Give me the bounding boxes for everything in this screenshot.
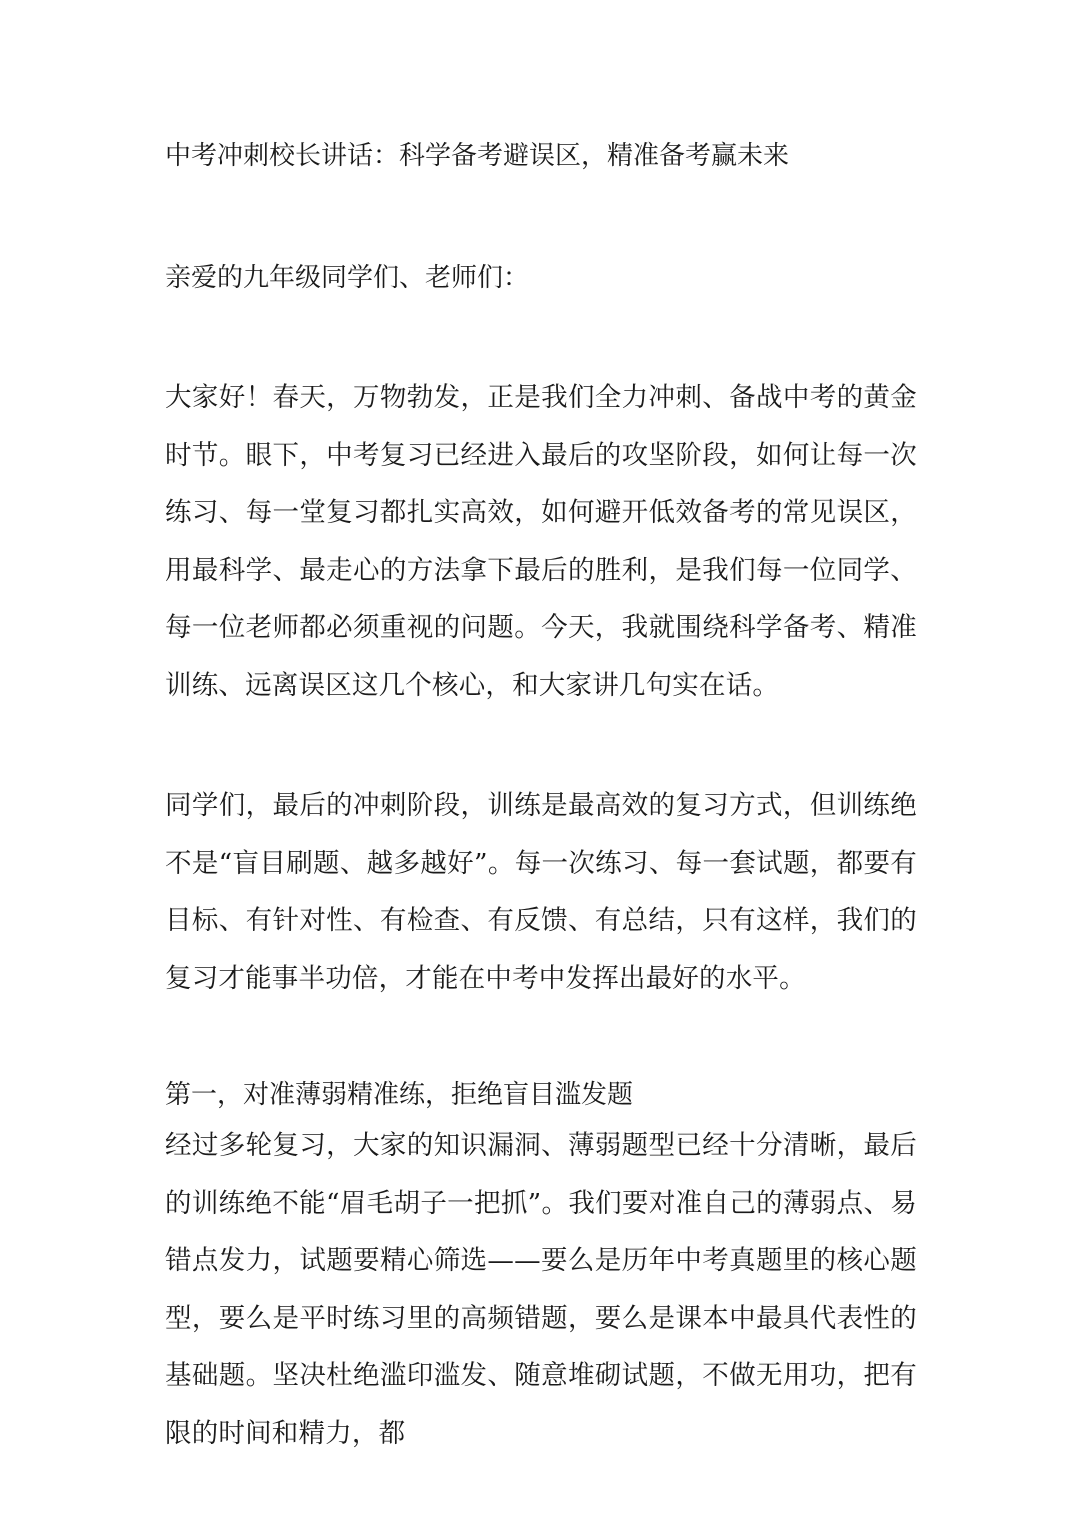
document-title: 中考冲刺校长讲话：科学备考避误区，精准备考赢未来 [165, 141, 790, 171]
section-paragraph: 经过多轮复习，大家的知识漏洞、薄弱题型已经十分清晰，最后的训练绝不能“眉毛胡子一把抓”。我们要对准自己的薄弱点、易错点发力，试题要精心筛选——要么是历年中考真题里的核心题型，要么是平时练习里的高频错题，要么是课本中最具代表性的基础题。坚决杜绝滥印滥发、随意堆砌试题，不做无用功，把有限的时间和精力，都 [165, 1130, 917, 1449]
document-body [165, 136, 917, 1462]
salutation: 亲爱的九年级同学们、老师们： [165, 263, 530, 293]
section-heading: 第一，对准薄弱精准练，拒绝盲目滥发题 [165, 1080, 634, 1110]
training-paragraph: 同学们，最后的冲刺阶段，训练是最高效的复习方式，但训练绝不是“盲目刷题、越多越好”。每一次练习、每一套试题，都要有目标、有针对性、有检查、有反馈、有总结，只有这样，我们的复习才能事半功倍，才能在中考中发挥出最好的水平。 [165, 790, 917, 994]
opening-paragraph: 大家好！春天，万物勃发，正是我们全力冲刺、备战中考的黄金时节。眼下，中考复习已经进入最后的攻坚阶段，如何让每一次练习、每一堂复习都扎实高效，如何避开低效备考的常见误区，用最科学、最走心的方法拿下最后的胜利，是我们每一位同学、每一位老师都必须重视的问题。今天，我就围绕科学备考、精准训练、远离误区这几个核心，和大家讲几句实在话。 [165, 382, 917, 701]
